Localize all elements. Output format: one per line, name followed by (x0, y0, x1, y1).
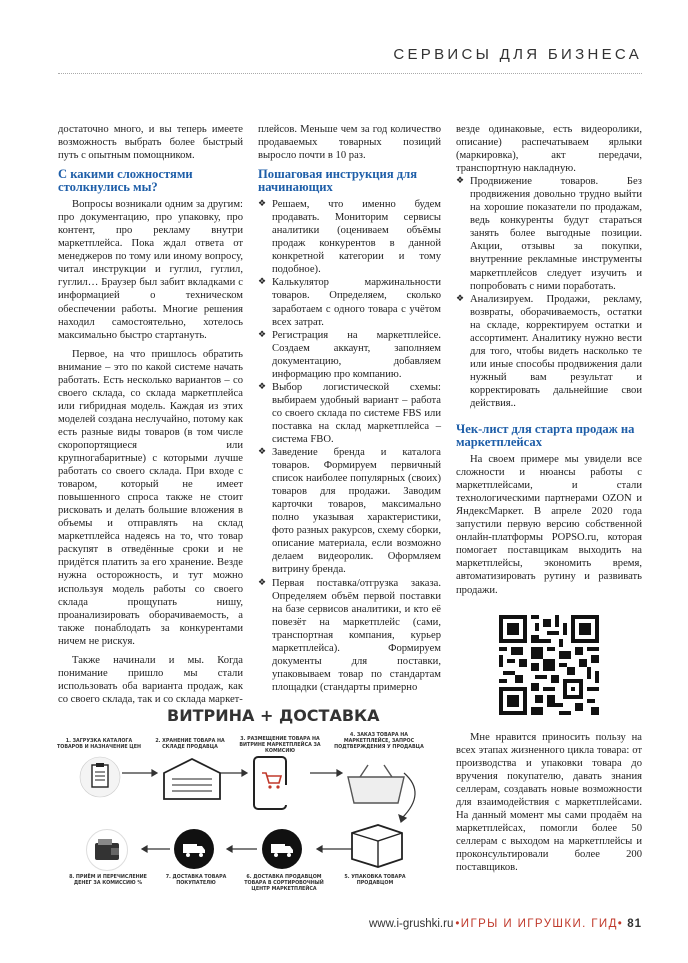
paragraph: Первое, на что пришлось обратить внимание – это по какой системе начать работать. Есть несколько вариантов – со своего склада, со склада маркетплейса или гибридная модель. Каждая из этих моделей создана неслучайно, потому как есть разные виды товаров (в том числе скоропортящиеся или крупногабаритные) с которыми лучше работать со своего склада. При входе с товаром, который не имеет повышенного спроса также не стоит рисковать и делать большие вложения в объемы и отправлять на склад маркетплейса надеясь на то, что товар раскупят в отведённые сроки и не придётся платить за его хранение. Везде нужна осторожность, и тут можно используя модель работы со своего склада прощупать нишу, проанализировать оборачиваемость, а также понаблодать за конкурентами ничем не рискуя. (58, 348, 243, 647)
phone-cart-icon (254, 757, 298, 809)
column-2 (258, 123, 441, 694)
page-footer (369, 918, 642, 930)
list-item: ❖ Заведение бренда и каталога товаров. Формируем первичный список наиболее популярных (своих) товаров для продажи. Заводим карточки товаров, максимально полно указывая характеристики, фото разных ракурсов, схему сборки, описание материала, если возможно делаем видеоролик. Оформляем витрину бренда. (258, 446, 441, 576)
clipboard-icon (80, 757, 120, 797)
list-item: ❖ Анализируем. Продажи, рекламу, возвраты, оборачиваемость, остатки на складе, корректируем остатки и ассортимент. Аналитику нужно вести для того, чтобы видеть насколько те или иные способы продвижения дали нужный вам результат и корректировать дальнейшие свои действия.. (456, 293, 642, 410)
list-item: ❖ Выбор логистической схемы: выбираем удобный вариант – работа со своего склада по системе FBS или поставка на склад маркетплейса – система FBO. (258, 381, 441, 446)
header-divider (58, 73, 642, 74)
basket-icon (348, 765, 404, 803)
infographic-title: ВИТРИНА + ДОСТАВКА (167, 706, 380, 725)
list-item: ❖ Первая поставка/отгрузка заказа. Определяем объём первой поставки на базе сервисов аналитики, и кто её повезёт на маркетплейс (сами, транспортная компания, курьер маркетплейса). Формируем документы для поставки, упаковываем товар по стандартам площадки (стандарты примерно (258, 577, 441, 694)
wallet-icon (86, 829, 128, 871)
section-heading: Чек-лист для старта продаж на маркетплейсах (456, 422, 635, 450)
site-link[interactable]: www.i-grushki.ru (369, 918, 454, 930)
delivery-truck-icon (174, 829, 214, 869)
step-label: 6. ДОСТАВКА ПРОДАВЦОМ ТОВАРА В СОРТИРОВОЧНЫЙ ЦЕНТР МАРКЕТПЛЕЙСА (244, 875, 324, 892)
step-label: 7. ДОСТАВКА ТОВАРА ПОКУПАТЕЛЮ (165, 875, 227, 886)
section-heading: С какими сложностями столкнулись мы? (58, 167, 193, 195)
column-1 (58, 123, 243, 706)
process-infographic (52, 703, 444, 915)
truck-icon (262, 829, 302, 869)
paragraph: достаточно много, и вы теперь имеете возможность выбрать более быстрый путь с опытным помощником. (58, 124, 243, 162)
package-box-icon (352, 825, 402, 867)
warehouse-icon (164, 759, 220, 799)
list-item: ❖ Регистрация на маркетплейсе. Создаем аккаунт, заполняем документацию, добавляем информацию про компанию. (258, 329, 441, 381)
section-header: СЕРВИСЫ ДЛЯ БИЗНЕСА (393, 46, 642, 63)
step-list (258, 198, 441, 694)
section-heading: Пошаговая инструкция для начинающих (258, 167, 418, 195)
step-label: 8. ПРИЁМ И ПЕРЕЧИСЛЕНИЕ ДЕНЕГ ЗА КОМИССИЮ % (69, 875, 147, 886)
list-item: ❖ Калькулятор маржинальности товаров. Определяем, сколько заработаем с одного товара с учётом всех затрат. (258, 276, 441, 328)
magazine-name: •ИГРЫ И ИГРУШКИ. ГИД• (455, 918, 624, 930)
column-3 (456, 123, 642, 874)
step-label: 2. ХРАНЕНИЕ ТОВАРА НА СКЛАДЕ ПРОДАВЦА (155, 739, 225, 750)
step-label: 1. ЗАГРУЗКА КАТАЛОГА ТОВАРОВ И НАЗНАЧЕНИЕ ЦЕН (56, 739, 142, 750)
step-list (456, 175, 642, 410)
paragraph: Вопросы возникали одним за другим: про документацию, про упаковку, про контент, про рекламу внутри маркетплейса. Пока ждал ответа от менеджеров по тому или иному вопросу, читал инструкции и гуглил, гуглил, гуглил… Браузер был забит вкладками с информацией о техническом обеспечении работы. Многие решения находил самостоятельно, хотелось максимально быстро стартануть. (58, 199, 243, 341)
page-number: 81 (627, 918, 642, 930)
list-item: ❖ Решаем, что именно будем продавать. Мониторим сервисы аналитики (оцениваем объёмы продаж конкурентов в данной конкретной категории и тому подобное). (258, 198, 441, 276)
step-label: 3. РАЗМЕЩЕНИЕ ТОВАРА НА ВИТРИНЕ МАРКЕТПЛЕЙСА ЗА КОМИСИЮ (239, 737, 321, 754)
step-label: 4. ЗАКАЗ ТОВАРА НА МАРКЕТПЛЕЙСЕ, ЗАПРОС ПОДТВЕРЖДЕНИЯ У ПРОДАВЦА (334, 733, 424, 750)
qr-code-image (499, 615, 599, 715)
step-label: 5. УПАКОВКА ТОВАРА ПРОДАВЦОМ (344, 875, 406, 886)
paragraph: На своем примере мы увидели все сложности и нюансы работы с маркетплейсами, и стали технологическими партнерами OZON и ЯндексМаркет. В апреле 2020 года запустили первую версию собственной онлайн-платформы POPSO.ru, которая помогает поставщикам выходить на маркетплейсы, экономить время, автоматизировать рутину и развивать продажи. (456, 454, 642, 596)
list-item: ❖ Продвижение товаров. Без продвижения довольно трудно выйти на хорошие показатели по продажам, ведь конкуренты будут стараться занять более выгодные позиции. Акции, отзывы за покупки, внутренние рекламные инструменты маркетплейсов следует изучить и попробовать с ними поработать. (456, 175, 642, 292)
paragraph: везде одинаковые, есть видеоролики, описание) распечатываем ярлыки (маркировка), акт передачи, транспортную накладную. (456, 124, 642, 175)
paragraph: Мне нравится приносить пользу на всех этапах жизненного цикла товара: от производства и упаковки товара до вручения покупателю, давать знания селлерам, создавать новые возможности для взаимодействия с маркетплейсами. На данный момент мы сами продаём на маркетплейсах, помогли более 50 селлерам с выходом на маркетплейсы и проконсультировали более 200 поставщиков. (456, 731, 642, 874)
paragraph: плейсов. Меньше чем за год количество продаваемых товарных позиций выросло почти в 10 раз. (258, 124, 441, 162)
paragraph: Также начинали и мы. Когда понимание пришло мы стали использовать оба варианта продаж, как со своего склада, так и со склада маркет- (58, 654, 243, 705)
